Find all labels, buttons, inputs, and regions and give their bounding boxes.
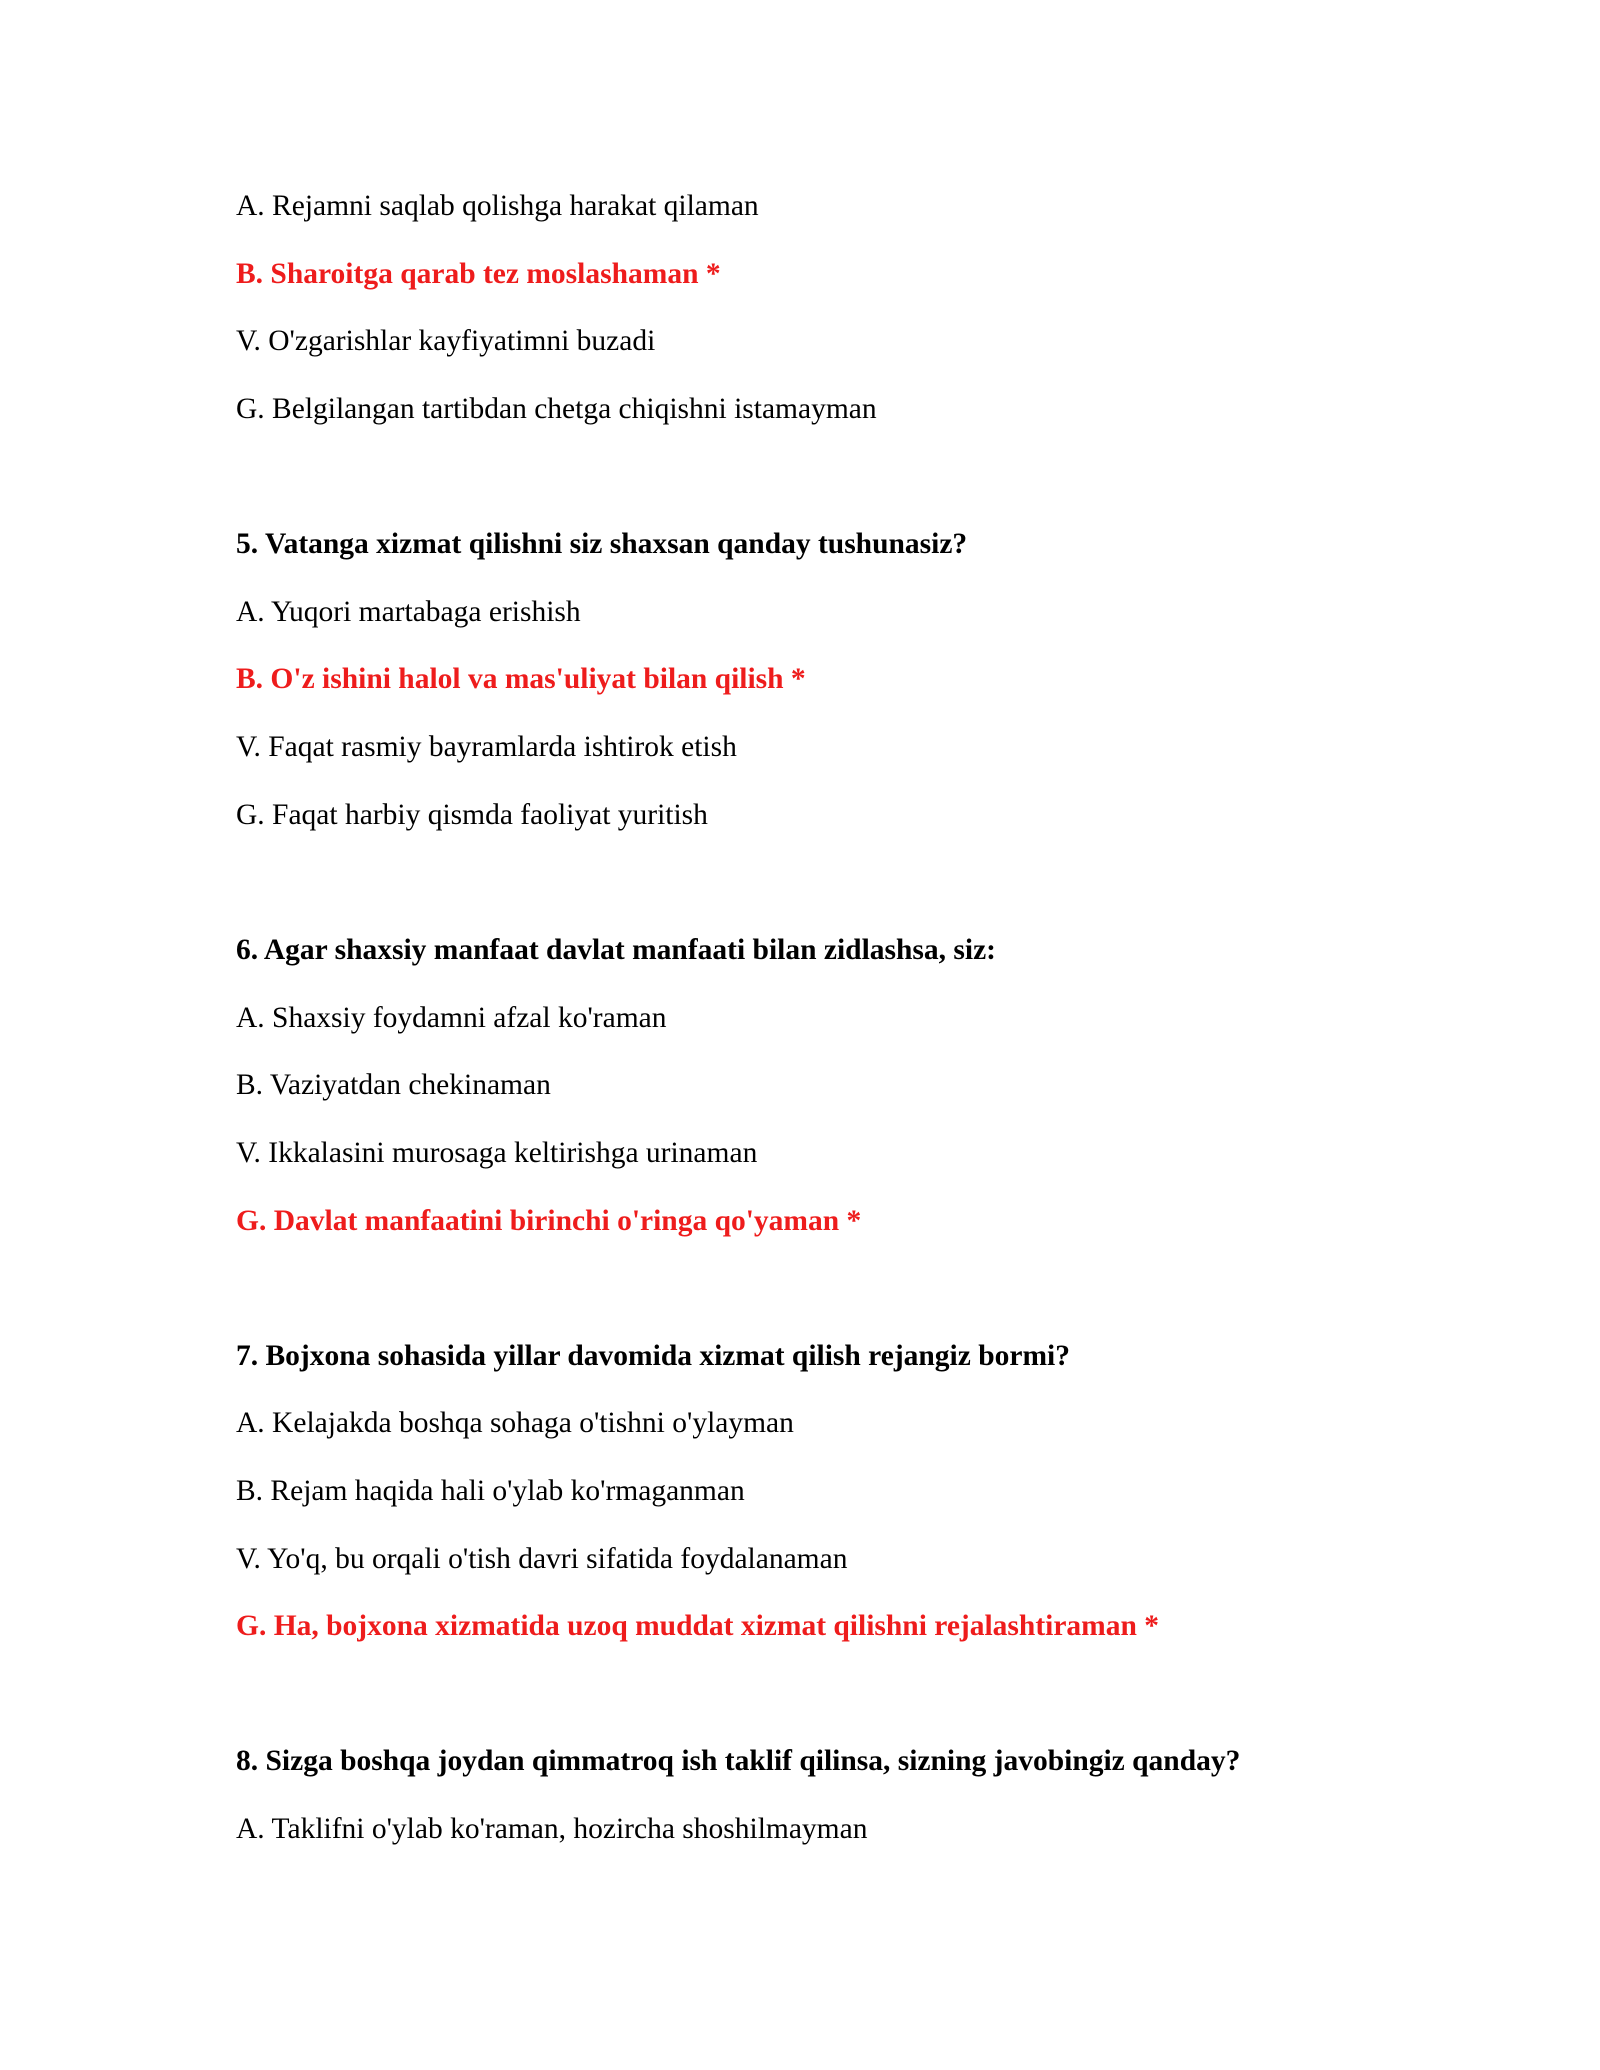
answer-option-v: V. Yo'q, bu orqali o'tish davri sifatida foydalanaman <box>236 1543 848 1575</box>
answer-option-v: V. O'zgarishlar kayfiyatimni buzadi <box>236 325 656 357</box>
answer-option-g: G. Faqat harbiy qismda faoliyat yuritish <box>236 799 708 831</box>
answer-option-b: B. Rejam haqida hali o'ylab ko'rmaganman <box>236 1475 745 1507</box>
question-5: 5. Vatanga xizmat qilishni siz shaxsan qanday tushunasiz? <box>236 528 968 560</box>
answer-option-a: A. Taklifni o'ylab ko'raman, hozircha shoshilmayman <box>236 1813 868 1845</box>
answer-option-b-correct: B. Sharoitga qarab tez moslashaman * <box>236 258 721 290</box>
answer-option-a: A. Rejamni saqlab qolishga harakat qilaman <box>236 190 759 222</box>
answer-option-v: V. Ikkalasini murosaga keltirishga urinaman <box>236 1137 758 1169</box>
question-7: 7. Bojxona sohasida yillar davomida xizmat qilish rejangiz bormi? <box>236 1340 1070 1372</box>
answer-option-g: G. Belgilangan tartibdan chetga chiqishni istamayman <box>236 393 877 425</box>
question-8: 8. Sizga boshqa joydan qimmatroq ish taklif qilinsa, sizning javobingiz qanday? <box>236 1745 1241 1777</box>
answer-option-v: V. Faqat rasmiy bayramlarda ishtirok etish <box>236 731 737 763</box>
question-6: 6. Agar shaxsiy manfaat davlat manfaati bilan zidlashsa, siz: <box>236 934 996 966</box>
answer-option-a: A. Yuqori martabaga erishish <box>236 596 581 628</box>
answer-option-g-correct: G. Ha, bojxona xizmatida uzoq muddat xizmat qilishni rejalashtiraman * <box>236 1610 1160 1642</box>
answer-option-b: B. Vaziyatdan chekinaman <box>236 1069 551 1101</box>
answer-option-a: A. Kelajakda boshqa sohaga o'tishni o'ylayman <box>236 1407 794 1439</box>
answer-option-g-correct: G. Davlat manfaatini birinchi o'ringa qo'yaman * <box>236 1205 862 1237</box>
answer-option-a: A. Shaxsiy foydamni afzal ko'raman <box>236 1002 667 1034</box>
answer-option-b-correct: B. O'z ishini halol va mas'uliyat bilan qilish * <box>236 663 806 695</box>
